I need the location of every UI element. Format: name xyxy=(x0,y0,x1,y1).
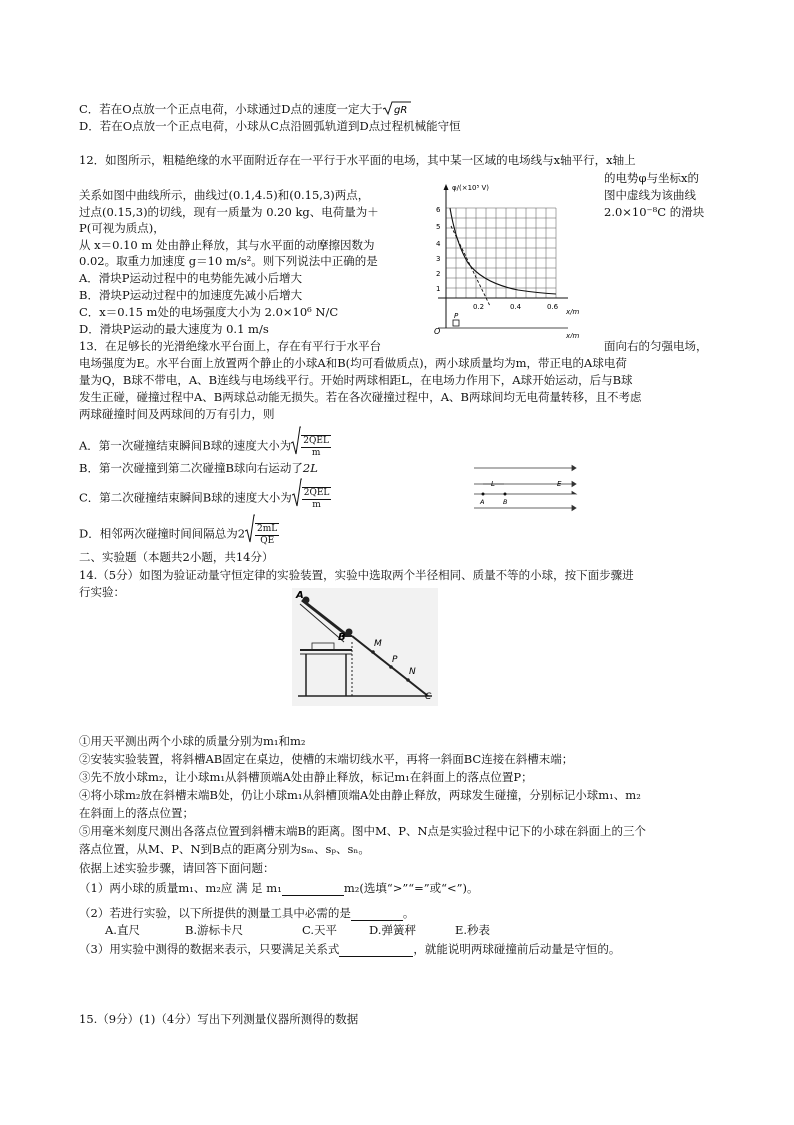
frac-den: m xyxy=(311,447,321,458)
q14-tool: B.游标卡尺 xyxy=(185,923,244,937)
q13-option-d-coef: 2 xyxy=(237,526,246,541)
fig-label-C: C xyxy=(425,692,432,702)
q14-step1: ①用天平测出两个小球的质量分别为m₁和m₂ xyxy=(79,734,306,748)
q12-stem-line1: 12．如图所示，粗糙绝缘的水平面附近存在一平行于水平面的电场，其中某一区域的电场线与x轴平行，x轴上 xyxy=(79,153,636,167)
q14-stem-line1: 14.（5分）如图为验证动量守恒定律的实验装置，实验中选取两个半径相同、质量不等的小球，按下面步骤进 xyxy=(79,568,634,582)
frac-den: m xyxy=(312,499,321,510)
q13-stem-line4: 发生正碰，碰撞过程中A、B两球总动能无损失。若在各次碰撞过程中，A、B两球间均无电荷量转移，且不考虑 xyxy=(79,390,642,404)
q14-sub3-text: （3）用实验中测得的数据来表示，只要满足关系式 xyxy=(79,942,340,956)
q12-stem-line4: 过点(0.15,3)的切线，现有一质量为 0.20 kg、电荷量为＋ xyxy=(79,205,379,219)
field-figure xyxy=(472,462,578,522)
frac-num: 2mL xyxy=(257,523,278,534)
fig-label-P: P xyxy=(392,655,398,665)
q13-option-d-text: D．相邻两次碰撞时间间隔总为 xyxy=(79,526,238,541)
q11-option-c-text: C．若在O点放一个正点电荷，小球通过D点的速度一定大于 xyxy=(79,102,383,116)
q14-step2: ②安装实验装置，将斜槽AB固定在桌边，使槽的末端切线水平，再将一斜面BC连接在斜槽末端； xyxy=(79,752,574,766)
q14-sub3-text-b: ，就能说明两球碰撞前后动量是守恒的。 xyxy=(413,942,621,956)
q12-stem-line5: P(可视为质点)， xyxy=(79,221,165,235)
q12-stem-line3b: 图中虚线为该曲线 xyxy=(604,188,696,202)
q12-stem-line4b: 2.0×10⁻⁸C 的滑块 xyxy=(604,205,705,219)
q13-stem-line5: 两球碰撞时间及两球间的万有引力，则 xyxy=(79,407,275,421)
frac xyxy=(302,487,332,511)
q14-sub1-text-b: m₂(选填“>”“=”或“<”)。 xyxy=(343,881,479,895)
graph-x-label: x/m xyxy=(566,308,580,316)
q12-option-c: C．x＝0.15 m处的电场强度大小为 2.0×10⁶ N/C xyxy=(79,305,339,319)
q12-stem-line2: 的电势φ与坐标x的 xyxy=(604,171,700,185)
graph-ytick: 3 xyxy=(436,255,441,263)
graph-xtick: 0.2 xyxy=(473,303,485,311)
q11-option-d: D．若在O点放一个正点电荷，小球从C点沿圆弧轨道到D点过程机械能守恒 xyxy=(79,119,461,133)
fig-label-M: M xyxy=(374,639,382,649)
q12-option-b: B．滑块P运动过程中的加速度先减小后增大 xyxy=(79,288,303,302)
graph-x-label-lower: x/m xyxy=(566,332,580,338)
q13-option-b-text: B．第一次碰撞到第二次碰撞B球向右运动了 xyxy=(79,461,303,475)
graph-xtick: 0.6 xyxy=(547,303,559,311)
q14-tool: D.弹簧秤 xyxy=(369,923,416,937)
section-heading: 二、实验题（本题共2小题，共14分） xyxy=(79,550,274,564)
q14-sub2 xyxy=(79,906,414,921)
sqrt-frac-2QEL-m xyxy=(292,478,302,519)
graph-y-label: φ/(×10⁵ V) xyxy=(452,184,490,192)
q12-option-d: D．滑块P运动的最大速度为 0.1 m/s xyxy=(79,322,269,336)
potential-graph xyxy=(428,178,598,338)
q14-step5b: 落点位置，从M、P、N到B点的距离分别为sₘ、sₚ、sₙ。 xyxy=(79,842,370,856)
fig-label-N: N xyxy=(409,667,416,677)
q13-stem-line3: 量为Q，B球不带电，A、B连线与电场线平行。开始时两球相距L，在电场力作用下，A球开始运动，后与B球 xyxy=(79,373,633,387)
q14-tool: A.直尺 xyxy=(105,923,140,937)
graph-ytick: 1 xyxy=(436,285,441,293)
q12-stem-line3: 关系如图中曲线所示，曲线过(0.1,4.5)和(0.15,3)两点， xyxy=(79,188,370,202)
q11-option-c xyxy=(79,100,412,120)
q14-step4: ④将小球m₂放在斜槽末端B处，仍让小球m₁从斜槽顶端A处由静止释放，两球发生碰撞，分别标记小球m₁、m₂ xyxy=(79,788,641,802)
q14-stem-line2: 行实验： xyxy=(79,585,125,599)
graph-ytick: 2 xyxy=(436,270,441,278)
fig-label-B: B xyxy=(338,632,346,643)
q13-stem-line1: 13．在足够长的光滑绝缘水平台面上，存在有平行于水平台 xyxy=(79,339,382,353)
q13-option-c xyxy=(79,478,331,519)
q13-stem-line2: 电场强度为E。水平台面上放置两个静止的小球A和B(均可看做质点)，两小球质量均为m，带正电的A球电荷 xyxy=(79,356,627,370)
sqrt-gR xyxy=(382,100,412,120)
ball-b xyxy=(504,493,507,496)
q13-stem-line1b: 面向右的匀强电场， xyxy=(604,339,708,353)
graph-xtick: 0.4 xyxy=(510,303,522,311)
q14-ask: 依据上述实验步骤，请回答下面问题： xyxy=(79,861,275,875)
answer-blank-2[interactable] xyxy=(351,908,403,921)
q13-option-c-text: C．第二次碰撞结束瞬间B球的速度大小为 xyxy=(79,490,292,505)
fig-A-label: A xyxy=(480,498,485,506)
frac xyxy=(301,435,331,459)
q12-stem-line6: 从 x＝0.10 m 处由静止释放，其与水平面的动摩擦因数为 xyxy=(79,238,375,252)
frac xyxy=(255,523,279,547)
sqrt-gR-radicand: gR xyxy=(394,105,408,116)
graph-ytick: 5 xyxy=(436,223,441,231)
q14-sub1-text: （1）两小球的质量m₁、m₂应 满 足 m₁ xyxy=(79,881,282,895)
q12-option-a: A．滑块P运动过程中的电势能先减小后增大 xyxy=(79,271,303,285)
answer-blank-1[interactable] xyxy=(282,883,344,896)
fig-label-A: A xyxy=(296,590,304,601)
q13-option-d xyxy=(79,514,279,555)
q14-tool: E.秒表 xyxy=(455,923,491,937)
fig-L-label: L xyxy=(491,480,495,488)
graph-origin-label: O xyxy=(434,327,441,336)
q14-sub1 xyxy=(79,881,479,896)
sqrt-frac-2mL-QE xyxy=(245,514,255,555)
q14-sub2-end: 。 xyxy=(402,906,415,920)
q13-option-b xyxy=(79,461,318,476)
graph-ytick: 4 xyxy=(436,240,441,248)
ball-b-end xyxy=(346,629,353,636)
fig-E-label: E xyxy=(557,480,562,488)
q14-sub3 xyxy=(79,942,620,957)
q14-sub2-text: （2）若进行实验，以下所提供的测量工具中必需的是 xyxy=(79,906,351,920)
frac-num: 2QEL xyxy=(303,487,330,498)
q14-tool: C.天平 xyxy=(302,923,338,937)
frac-num: 2QEL xyxy=(303,435,329,446)
graph-ytick: 6 xyxy=(436,206,441,214)
fig-B-label: B xyxy=(503,498,508,506)
q15-stem: 15.（9分）(1)（4分）写出下列测量仪器所测得的数据 xyxy=(79,1012,359,1026)
q13-option-a-text: A．第一次碰撞结束瞬间B球的速度大小为 xyxy=(79,438,292,453)
q12-stem-line7: 0.02。取重力加速度 g＝10 m/s²。则下列说法中正确的是 xyxy=(79,254,378,268)
q14-step4b: 在斜面上的落点位置； xyxy=(79,806,194,820)
apparatus-figure xyxy=(292,588,438,706)
q14-step3: ③先不放小球m₂，让小球m₁从斜槽顶端A处由静止释放，标记m₁在斜面上的落点位置P； xyxy=(79,770,533,784)
frac-den: QE xyxy=(260,535,275,546)
q13-option-b-value: 2L xyxy=(302,461,318,475)
ball-a xyxy=(482,493,485,496)
q14-step5: ⑤用毫米刻度尺测出各落点位置到斜槽末端B的距离。图中M、P、N点是实验过程中记下的小球在斜面上的三个 xyxy=(79,824,647,838)
graph-point-label: P xyxy=(454,312,459,320)
answer-blank-3[interactable] xyxy=(339,944,413,957)
